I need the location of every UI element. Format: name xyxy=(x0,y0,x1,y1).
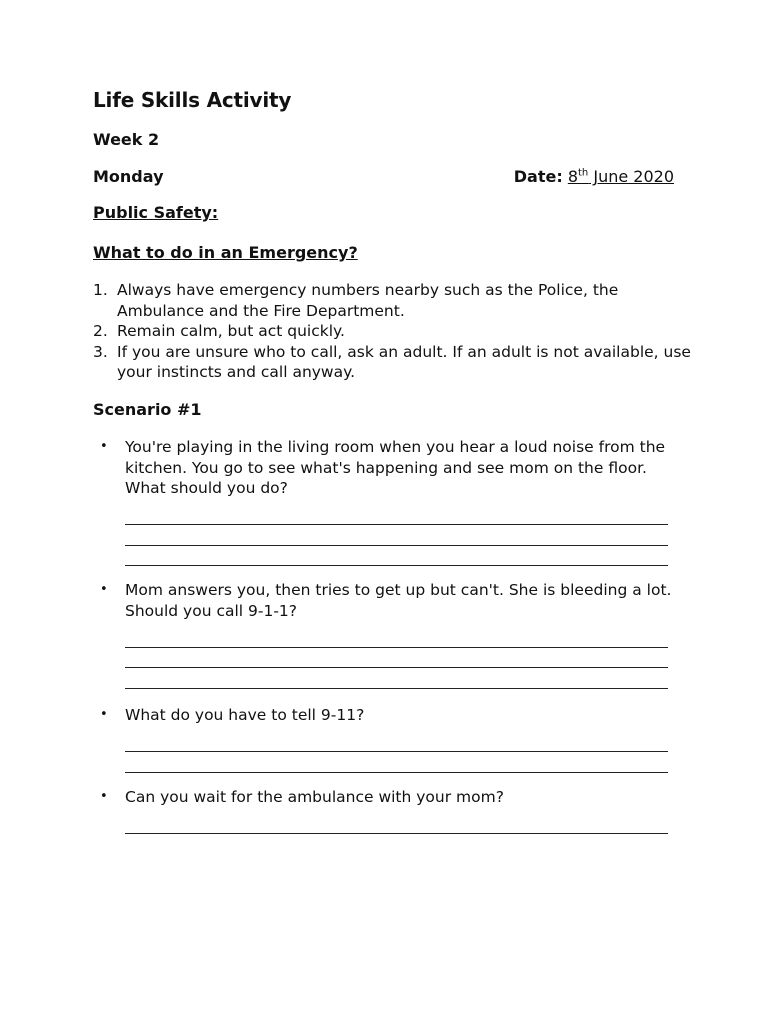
page-title: Life Skills Activity xyxy=(93,88,292,112)
bullet-icon: • xyxy=(100,789,108,804)
date-month-year: June 2020 xyxy=(588,167,674,186)
step-item xyxy=(93,280,693,321)
answer-line[interactable] xyxy=(125,752,668,773)
week-label: Week 2 xyxy=(93,130,160,149)
scenario-question xyxy=(100,787,690,834)
answer-line[interactable] xyxy=(125,505,668,526)
answer-line[interactable] xyxy=(125,525,668,546)
date-value xyxy=(568,167,674,186)
answer-lines xyxy=(125,505,690,567)
section-title: Public Safety: xyxy=(93,203,219,222)
question-text: Mom answers you, then tries to get up but can't. She is bleeding a lot. Should you call 9-1-1? xyxy=(125,581,672,620)
answer-line[interactable] xyxy=(125,648,668,669)
answer-line[interactable] xyxy=(125,814,668,835)
bullet-icon: • xyxy=(100,582,108,597)
emergency-steps-list xyxy=(93,280,693,383)
step-text: Remain calm, but act quickly. xyxy=(117,322,345,340)
date-day-number: 8 xyxy=(567,167,578,186)
question-heading: What to do in an Emergency? xyxy=(93,243,358,262)
date-field xyxy=(514,167,674,186)
answer-lines xyxy=(125,732,690,773)
step-number: 2. xyxy=(93,322,108,340)
bullet-icon: • xyxy=(100,707,108,722)
bullet-icon: • xyxy=(100,439,108,454)
question-text: What do you have to tell 9-11? xyxy=(125,706,365,724)
scenario-question xyxy=(100,705,690,773)
scenario-question xyxy=(100,580,690,689)
step-item xyxy=(93,321,693,342)
answer-line[interactable] xyxy=(125,546,668,567)
scenario-title: Scenario #1 xyxy=(93,400,202,419)
question-text: Can you wait for the ambulance with your mom? xyxy=(125,788,504,806)
step-item xyxy=(93,342,693,383)
answer-line[interactable] xyxy=(125,668,668,689)
step-number: 1. xyxy=(93,281,108,299)
question-text: You're playing in the living room when you hear a loud noise from the kitchen. You go to see what's happening and see mom on the floor. What should you do? xyxy=(125,438,666,497)
step-text: Always have emergency numbers nearby such as the Police, the Ambulance and the Fire Department. xyxy=(117,281,619,320)
answer-line[interactable] xyxy=(125,732,668,753)
step-number: 3. xyxy=(93,342,108,361)
answer-line[interactable] xyxy=(125,627,668,648)
date-day-suffix: th xyxy=(578,167,589,179)
step-text: If you are unsure who to call, ask an adult. If an adult is not available, use your instincts and call anyway. xyxy=(117,342,691,381)
answer-lines xyxy=(125,627,690,689)
answer-lines xyxy=(125,814,690,835)
scenario-question xyxy=(100,437,690,566)
date-label: Date: xyxy=(513,167,563,186)
day-label: Monday xyxy=(93,167,164,186)
